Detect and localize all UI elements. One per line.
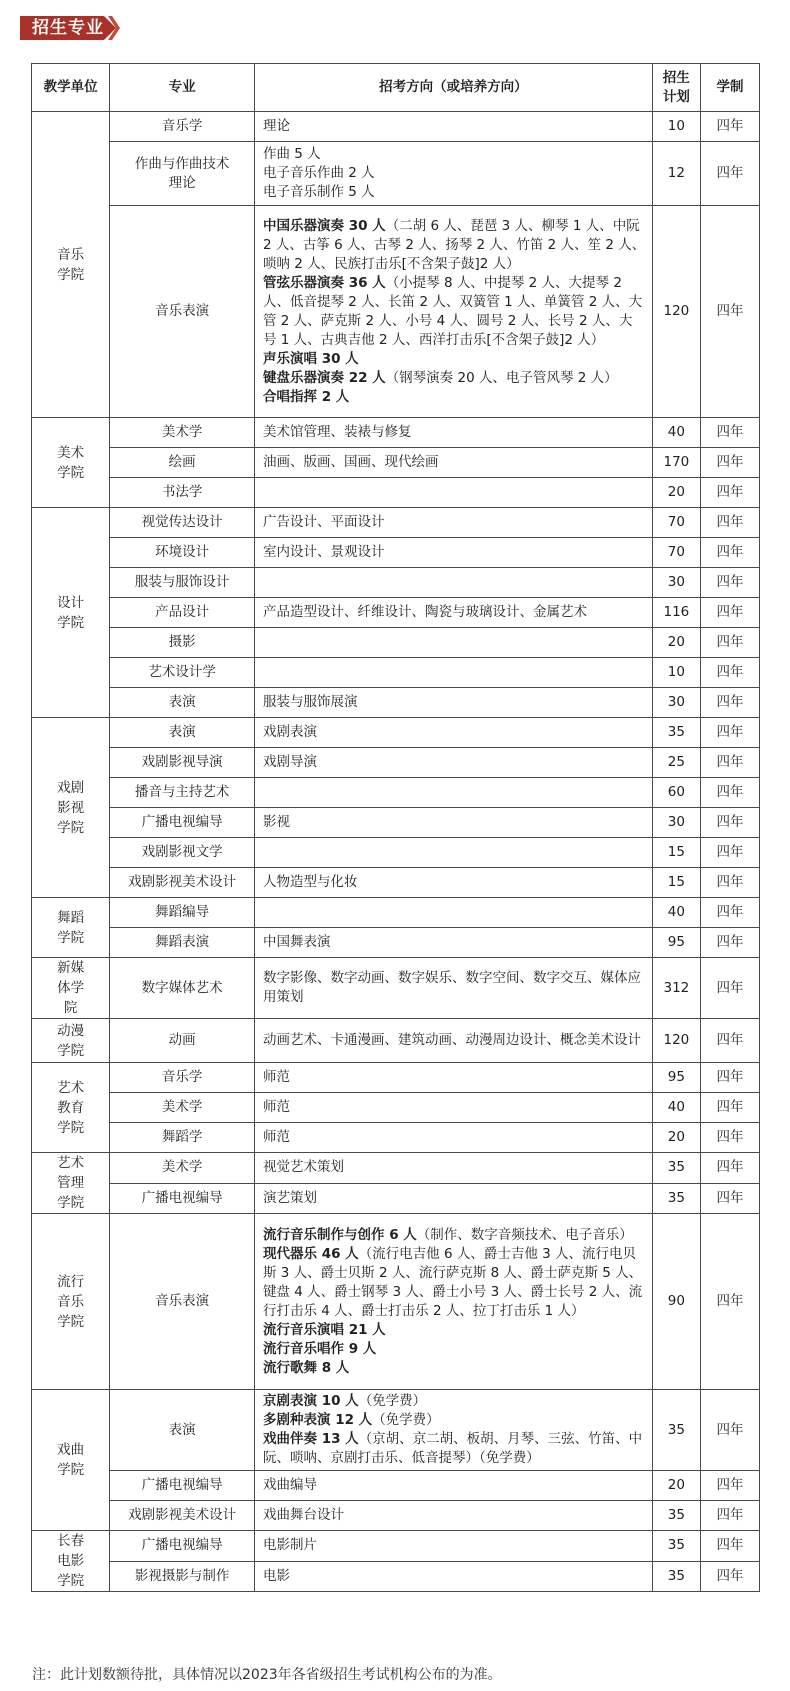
length-cell: 四年 — [701, 928, 760, 958]
direction-text: 作曲 5 人 — [263, 146, 321, 162]
major-cell: 视觉传达设计 — [110, 508, 255, 538]
direction-line — [263, 423, 646, 442]
direction-line — [263, 1245, 646, 1321]
major-cell: 播音与主持艺术 — [110, 778, 255, 808]
plan-cell: 40 — [652, 1093, 700, 1123]
direction-cell — [255, 598, 653, 628]
major-cell: 表演 — [110, 688, 255, 718]
direction-line — [263, 1392, 646, 1411]
direction-text: 美术馆管理、装裱与修复 — [263, 424, 412, 440]
table-row — [32, 928, 760, 958]
direction-line — [263, 1359, 646, 1378]
length-cell: 四年 — [701, 1390, 760, 1471]
direction-line — [263, 1506, 646, 1525]
direction-text: 视觉艺术策划 — [263, 1159, 344, 1176]
direction-cell — [255, 1214, 653, 1390]
length-cell: 四年 — [701, 1561, 760, 1592]
direction-cell — [255, 1561, 653, 1592]
length-cell: 四年 — [701, 628, 760, 658]
unit-cell: 动漫学院 — [32, 1019, 110, 1063]
major-cell: 广播电视编导 — [110, 808, 255, 838]
plan-cell: 95 — [652, 928, 700, 958]
direction-text: 演艺策划 — [263, 1189, 317, 1206]
plan-cell: 116 — [652, 598, 700, 628]
major-cell: 舞蹈学 — [110, 1123, 255, 1153]
length-cell: 四年 — [701, 688, 760, 718]
table-row — [32, 688, 760, 718]
unit-cell: 舞蹈学院 — [32, 898, 110, 958]
direction-line — [263, 1128, 646, 1147]
direction-cell — [255, 1123, 653, 1153]
length-cell: 四年 — [701, 1501, 760, 1531]
major-cell: 音乐学 — [110, 1063, 255, 1093]
major-cell: 美术学 — [110, 1153, 255, 1184]
direction-line — [263, 117, 646, 136]
plan-cell: 20 — [652, 628, 700, 658]
length-cell: 四年 — [701, 206, 760, 418]
table-row — [32, 478, 760, 508]
plan-cell: 40 — [652, 418, 700, 448]
direction-line — [263, 164, 646, 183]
plan-cell: 15 — [652, 868, 700, 898]
table-row — [32, 1063, 760, 1093]
direction-cell — [255, 628, 653, 658]
table-row — [32, 778, 760, 808]
direction-text: 动画艺术、卡通漫画、建筑动画、动漫周边设计、概念美术设计 — [263, 1032, 641, 1048]
direction-line — [263, 1340, 646, 1359]
length-cell: 四年 — [701, 418, 760, 448]
table-row — [32, 568, 760, 598]
header-major: 专业 — [110, 64, 255, 112]
unit-cell: 美术学院 — [32, 418, 110, 508]
plan-cell: 15 — [652, 838, 700, 868]
direction-cell — [255, 1471, 653, 1501]
plan-cell: 95 — [652, 1063, 700, 1093]
direction-cell — [255, 688, 653, 718]
length-cell: 四年 — [701, 868, 760, 898]
table-row — [32, 1501, 760, 1531]
plan-cell: 90 — [652, 1214, 700, 1390]
major-cell: 艺术设计学 — [110, 658, 255, 688]
major-cell: 戏剧影视美术设计 — [110, 868, 255, 898]
direction-cell — [255, 928, 653, 958]
direction-cell — [255, 748, 653, 778]
direction-bold: 京剧表演 10 人 — [263, 1393, 359, 1409]
direction-bold: 中国乐器演奏 30 人 — [263, 217, 386, 234]
direction-line — [263, 969, 646, 1007]
direction-cell — [255, 808, 653, 838]
major-cell: 舞蹈表演 — [110, 928, 255, 958]
length-cell: 四年 — [701, 1123, 760, 1153]
length-cell: 四年 — [701, 568, 760, 598]
major-cell: 广播电视编导 — [110, 1183, 255, 1214]
table-row — [32, 1531, 760, 1562]
direction-line — [263, 543, 646, 562]
direction-cell — [255, 658, 653, 688]
length-cell: 四年 — [701, 448, 760, 478]
table-row — [32, 1153, 760, 1184]
direction-line — [263, 145, 646, 164]
header-direction: 招考方向（或培养方向） — [255, 64, 653, 112]
table-row — [32, 838, 760, 868]
direction-cell — [255, 958, 653, 1019]
major-cell: 环境设计 — [110, 538, 255, 568]
unit-cell: 艺术管理学院 — [32, 1153, 110, 1214]
header-plan: 招生计划 — [652, 64, 700, 112]
direction-bold: 流行音乐唱作 9 人 — [263, 1340, 377, 1357]
length-cell: 四年 — [701, 658, 760, 688]
direction-line — [263, 217, 646, 274]
major-cell: 广播电视编导 — [110, 1531, 255, 1562]
major-cell: 数字媒体艺术 — [110, 958, 255, 1019]
major-cell: 摄影 — [110, 628, 255, 658]
direction-text: 油画、版画、国画、现代绘画 — [263, 454, 439, 470]
table-row — [32, 598, 760, 628]
direction-line — [263, 1430, 646, 1468]
table-row — [32, 206, 760, 418]
table-row — [32, 748, 760, 778]
table-row — [32, 538, 760, 568]
direction-cell — [255, 418, 653, 448]
length-cell: 四年 — [701, 1214, 760, 1390]
direction-line — [263, 453, 646, 472]
length-cell: 四年 — [701, 958, 760, 1019]
direction-cell — [255, 1093, 653, 1123]
direction-text: 戏剧导演 — [263, 754, 317, 770]
direction-line — [263, 1098, 646, 1117]
major-cell: 美术学 — [110, 1093, 255, 1123]
direction-text: （流行电吉他 6 人、爵士吉他 3 人、流行电贝斯 3 人、爵士贝斯 2 人、流行萨克斯 8 人、爵士萨克斯 5 人、键盘 4 人、爵士钢琴 3 人、爵士小号 3 人、爵士长号 2 人、流行打击乐 4 人、爵士打击乐 2 人、拉丁打击乐 1 人） — [263, 1245, 643, 1319]
section-banner — [20, 12, 120, 44]
major-cell: 影视摄影与制作 — [110, 1561, 255, 1592]
header-length: 学制 — [701, 64, 760, 112]
table-row — [32, 1471, 760, 1501]
table-row — [32, 898, 760, 928]
plan-cell: 35 — [652, 1390, 700, 1471]
direction-line — [263, 274, 646, 350]
direction-cell — [255, 868, 653, 898]
direction-line — [263, 813, 646, 832]
length-cell: 四年 — [701, 748, 760, 778]
direction-text: 戏剧表演 — [263, 724, 317, 740]
major-cell: 音乐表演 — [110, 206, 255, 418]
direction-bold: 合唱指挥 2 人 — [263, 388, 350, 405]
major-cell: 音乐表演 — [110, 1214, 255, 1390]
plan-cell: 12 — [652, 142, 700, 206]
table-row — [32, 628, 760, 658]
direction-cell — [255, 778, 653, 808]
direction-bold: 管弦乐器演奏 36 人 — [263, 274, 386, 291]
direction-line — [263, 1536, 646, 1555]
plan-cell: 30 — [652, 568, 700, 598]
direction-text: 理论 — [263, 118, 290, 134]
direction-cell — [255, 112, 653, 142]
table-row — [32, 1093, 760, 1123]
major-cell: 戏剧影视文学 — [110, 838, 255, 868]
direction-text: 电子音乐作曲 2 人 — [263, 165, 375, 181]
unit-cell: 设计学院 — [32, 508, 110, 718]
direction-text: 戏曲编导 — [263, 1477, 317, 1493]
direction-line — [263, 1189, 646, 1208]
direction-text: （制作、数字音频技术、电子音乐） — [416, 1226, 633, 1243]
major-cell: 戏剧影视导演 — [110, 748, 255, 778]
direction-cell — [255, 1183, 653, 1214]
direction-cell — [255, 206, 653, 418]
unit-cell: 流行音乐学院 — [32, 1214, 110, 1390]
table-row — [32, 1390, 760, 1471]
table-row — [32, 1214, 760, 1390]
length-cell: 四年 — [701, 1531, 760, 1562]
plan-cell: 70 — [652, 508, 700, 538]
major-cell: 戏剧影视美术设计 — [110, 1501, 255, 1531]
plan-cell: 20 — [652, 478, 700, 508]
length-cell: 四年 — [701, 1183, 760, 1214]
direction-text: 影视 — [263, 814, 290, 830]
table-row — [32, 808, 760, 838]
direction-line — [263, 753, 646, 772]
table-row — [32, 112, 760, 142]
major-cell: 绘画 — [110, 448, 255, 478]
unit-cell: 音乐学院 — [32, 112, 110, 418]
direction-line — [263, 1068, 646, 1087]
direction-bold: 流行歌舞 8 人 — [263, 1359, 350, 1376]
direction-line — [263, 873, 646, 892]
direction-cell — [255, 898, 653, 928]
direction-bold: 现代器乐 46 人 — [263, 1245, 359, 1262]
direction-bold: 流行音乐演唱 21 人 — [263, 1321, 386, 1338]
plan-cell: 120 — [652, 1019, 700, 1063]
table-row — [32, 1123, 760, 1153]
direction-line — [263, 513, 646, 532]
direction-line — [263, 1321, 646, 1340]
unit-cell: 戏曲学院 — [32, 1390, 110, 1531]
length-cell: 四年 — [701, 808, 760, 838]
direction-bold: 戏曲伴奏 13 人 — [263, 1431, 359, 1447]
direction-text: 产品造型设计、纤维设计、陶瓷与玻璃设计、金属艺术 — [263, 604, 587, 620]
unit-cell: 长春电影学院 — [32, 1531, 110, 1592]
plan-cell: 35 — [652, 1501, 700, 1531]
direction-text: 中国舞表演 — [263, 934, 331, 950]
major-cell: 作曲与作曲技术理论 — [110, 142, 255, 206]
plan-cell: 70 — [652, 538, 700, 568]
major-cell: 广播电视编导 — [110, 1471, 255, 1501]
direction-text: （小提琴 8 人、中提琴 2 人、大提琴 2 人、低音提琴 2 人、长笛 2 人、双簧管 1 人、单簧管 2 人、大管 2 人、萨克斯 2 人、小号 4 人、圆号 2 人、长号 2 人、大号 1 人、古典吉他 2 人、西洋打击乐[不含架子鼓]2 人） — [263, 274, 643, 348]
unit-cell: 戏剧影视学院 — [32, 718, 110, 898]
table-row — [32, 448, 760, 478]
length-cell: 四年 — [701, 112, 760, 142]
length-cell: 四年 — [701, 508, 760, 538]
direction-text: 服装与服饰展演 — [263, 694, 358, 710]
direction-text: （京胡、京二胡、板胡、月琴、三弦、竹笛、中阮、唢呐、京剧打击乐、低音提琴）（免学费） — [263, 1431, 643, 1466]
plan-cell: 35 — [652, 1531, 700, 1562]
direction-text: 人物造型与化妆 — [263, 874, 358, 890]
table-row — [32, 1019, 760, 1063]
major-cell: 音乐学 — [110, 112, 255, 142]
direction-cell — [255, 508, 653, 538]
direction-text: 戏曲舞台设计 — [263, 1507, 344, 1523]
direction-cell — [255, 718, 653, 748]
direction-text: 广告设计、平面设计 — [263, 514, 385, 530]
direction-cell — [255, 1531, 653, 1562]
direction-line — [263, 933, 646, 952]
major-cell: 书法学 — [110, 478, 255, 508]
direction-text: 电子音乐制作 5 人 — [263, 184, 375, 200]
length-cell: 四年 — [701, 1471, 760, 1501]
direction-line — [263, 693, 646, 712]
direction-text: （二胡 6 人、琵琶 3 人、柳琴 1 人、中阮 2 人、古筝 6 人、古琴 2 人、扬琴 2 人、竹笛 2 人、笙 2 人、唢呐 2 人、民族打击乐[不含架子鼓]2 人） — [263, 217, 646, 272]
direction-line — [263, 183, 646, 202]
plan-cell: 10 — [652, 112, 700, 142]
direction-line — [263, 388, 646, 407]
direction-cell — [255, 142, 653, 206]
direction-bold: 键盘乐器演奏 22 人 — [263, 369, 386, 386]
direction-cell — [255, 448, 653, 478]
plan-cell: 25 — [652, 748, 700, 778]
length-cell: 四年 — [701, 598, 760, 628]
direction-text: （钢琴演奏 20 人、电子管风琴 2 人） — [385, 369, 618, 386]
direction-cell — [255, 1063, 653, 1093]
direction-text: 师范 — [263, 1069, 290, 1085]
direction-line — [263, 350, 646, 369]
header-unit: 教学单位 — [32, 64, 110, 112]
length-cell: 四年 — [701, 478, 760, 508]
major-cell: 产品设计 — [110, 598, 255, 628]
direction-cell — [255, 1390, 653, 1471]
direction-line — [263, 1567, 646, 1586]
plan-cell: 120 — [652, 206, 700, 418]
plan-cell: 30 — [652, 688, 700, 718]
plan-cell: 20 — [652, 1123, 700, 1153]
plan-cell: 60 — [652, 778, 700, 808]
plan-cell: 35 — [652, 1561, 700, 1592]
length-cell: 四年 — [701, 838, 760, 868]
length-cell: 四年 — [701, 538, 760, 568]
direction-bold: 多剧种表演 12 人 — [263, 1412, 373, 1428]
direction-text: 数字影像、数字动画、数字娱乐、数字空间、数字交互、媒体应用策划 — [263, 970, 641, 1005]
length-cell: 四年 — [701, 142, 760, 206]
table-row — [32, 718, 760, 748]
length-cell: 四年 — [701, 1063, 760, 1093]
direction-text: 电影制片 — [263, 1537, 317, 1554]
plan-cell: 312 — [652, 958, 700, 1019]
direction-text: （免学费） — [358, 1393, 427, 1409]
length-cell: 四年 — [701, 898, 760, 928]
direction-line — [263, 1031, 646, 1050]
length-cell: 四年 — [701, 1093, 760, 1123]
table-body — [32, 112, 760, 1592]
footnote: 注：此计划数额待批，具体情况以2023年各省级招生考试机构公布的为准。 — [32, 1667, 502, 1683]
direction-cell — [255, 538, 653, 568]
major-cell: 动画 — [110, 1019, 255, 1063]
table-row — [32, 418, 760, 448]
plan-cell: 30 — [652, 808, 700, 838]
major-cell: 服装与服饰设计 — [110, 568, 255, 598]
direction-cell — [255, 568, 653, 598]
direction-text: （免学费） — [372, 1412, 440, 1428]
admissions-table — [31, 63, 760, 1592]
direction-cell — [255, 1153, 653, 1184]
direction-line — [263, 1226, 646, 1245]
length-cell: 四年 — [701, 1019, 760, 1063]
direction-text: 师范 — [263, 1129, 290, 1145]
direction-line — [263, 369, 646, 388]
plan-cell: 170 — [652, 448, 700, 478]
plan-cell: 40 — [652, 898, 700, 928]
direction-cell — [255, 478, 653, 508]
direction-cell — [255, 1019, 653, 1063]
direction-text: 电影 — [263, 1567, 290, 1584]
table-row — [32, 508, 760, 538]
direction-cell — [255, 838, 653, 868]
direction-line — [263, 603, 646, 622]
direction-line — [263, 1476, 646, 1495]
plan-cell: 35 — [652, 1153, 700, 1184]
plan-cell: 20 — [652, 1471, 700, 1501]
length-cell: 四年 — [701, 778, 760, 808]
unit-cell: 新媒体学院 — [32, 958, 110, 1019]
direction-line — [263, 723, 646, 742]
major-cell: 表演 — [110, 1390, 255, 1471]
major-cell: 表演 — [110, 718, 255, 748]
table-row — [32, 658, 760, 688]
direction-cell — [255, 1501, 653, 1531]
table-row — [32, 1561, 760, 1592]
plan-cell: 35 — [652, 718, 700, 748]
length-cell: 四年 — [701, 718, 760, 748]
major-cell: 美术学 — [110, 418, 255, 448]
plan-cell: 10 — [652, 658, 700, 688]
major-cell: 舞蹈编导 — [110, 898, 255, 928]
direction-text: 师范 — [263, 1099, 290, 1115]
direction-bold: 声乐演唱 30 人 — [263, 350, 359, 367]
plan-cell: 35 — [652, 1183, 700, 1214]
direction-text: 室内设计、景观设计 — [263, 544, 385, 560]
table-row — [32, 958, 760, 1019]
direction-line — [263, 1158, 646, 1177]
table-row — [32, 1183, 760, 1214]
section-title: 招生专业 — [32, 18, 104, 38]
direction-line — [263, 1411, 646, 1430]
table-header-row — [32, 64, 760, 112]
length-cell: 四年 — [701, 1153, 760, 1184]
unit-cell: 艺术教育学院 — [32, 1063, 110, 1153]
table-row — [32, 142, 760, 206]
direction-bold: 流行音乐制作与创作 6 人 — [263, 1226, 417, 1243]
table-row — [32, 868, 760, 898]
